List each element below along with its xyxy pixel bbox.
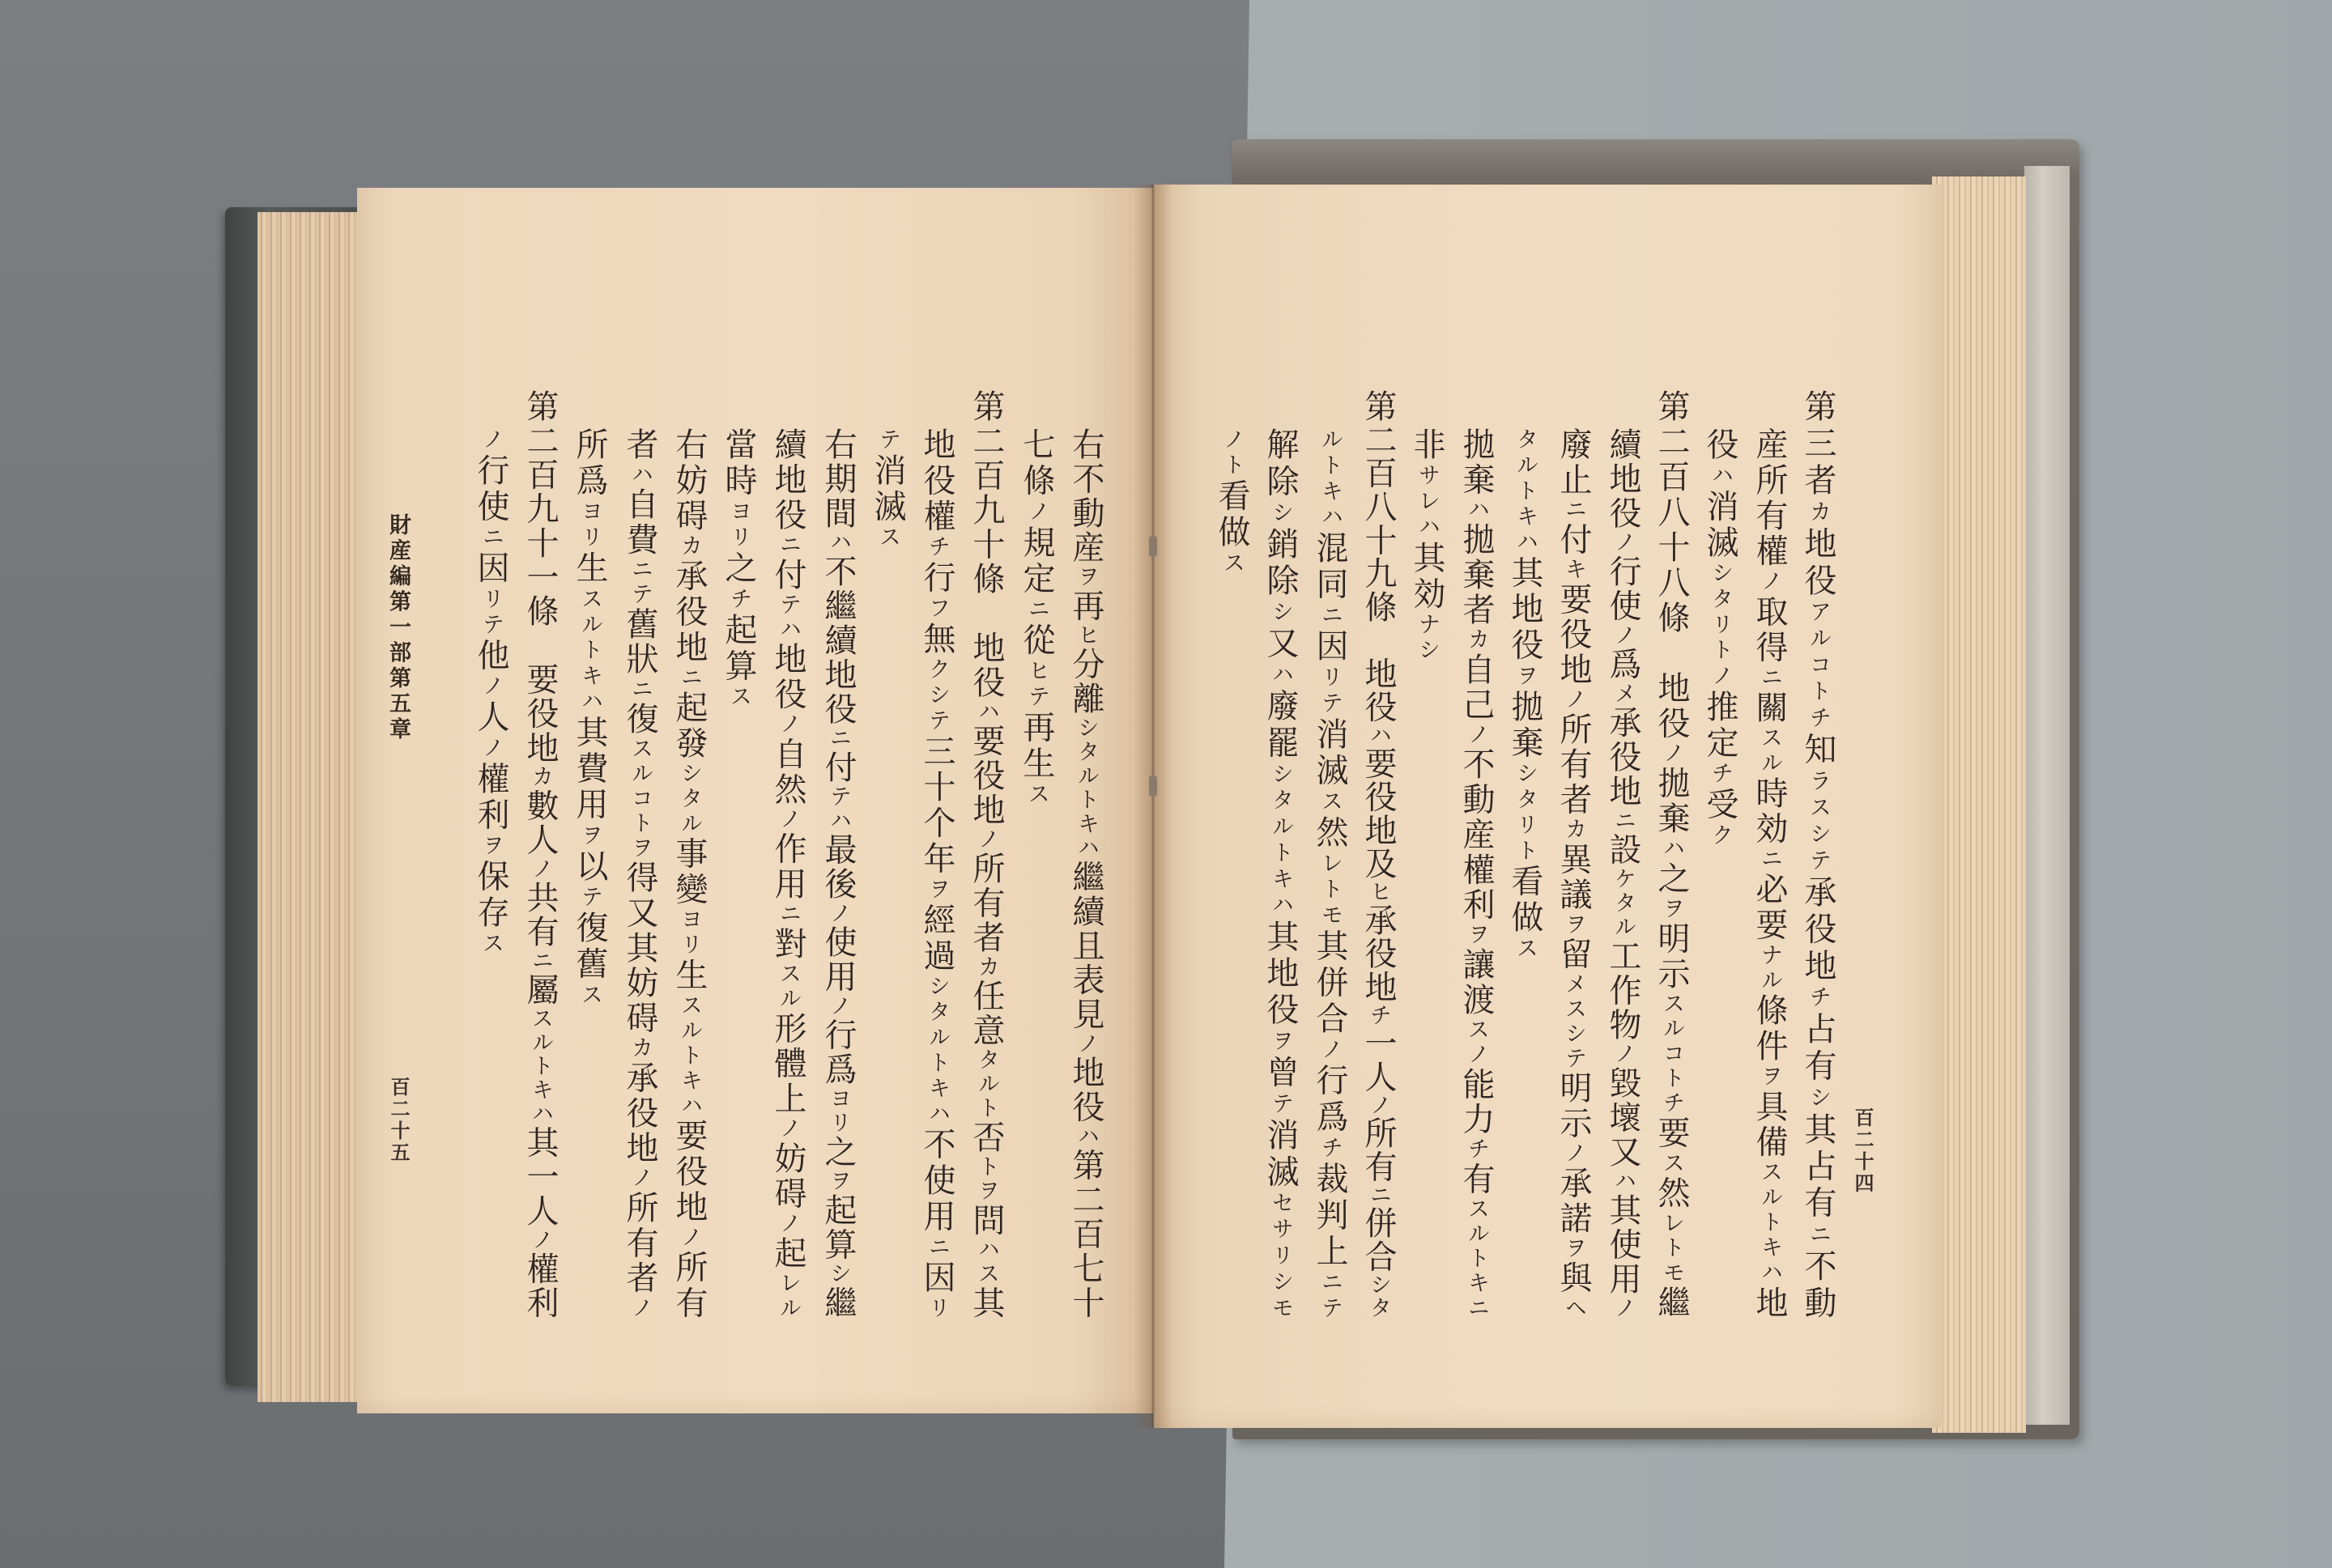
kana-glyph: ル (776, 1295, 801, 1319)
kana-glyph: ヨ (577, 499, 602, 525)
kana-glyph: ニ (776, 533, 801, 558)
kana-glyph: ト (1659, 1235, 1684, 1261)
kana-glyph: ノ (776, 1211, 801, 1236)
kana-glyph: コ (628, 786, 653, 811)
kana-glyph: ヲ (1464, 922, 1489, 948)
kana-glyph: ニ (528, 949, 553, 973)
kana-glyph: テ (479, 612, 504, 639)
kana-glyph: ハ (925, 1102, 950, 1128)
kana-glyph: シ (826, 1261, 851, 1286)
text-column: 解除シ銷除シ又ハ廢罷シタルトキハ其地役ヲ曾テ消滅セサリシモ (1262, 427, 1299, 1319)
kana-glyph: テ (1024, 684, 1049, 711)
kana-glyph: ナ (1757, 942, 1782, 968)
kana-glyph: ル (528, 1030, 553, 1055)
kana-glyph: キ (1561, 557, 1586, 583)
kana-glyph: ス (1757, 725, 1782, 751)
kana-glyph: ノ (1464, 722, 1489, 748)
kana-glyph: ノ (479, 674, 504, 700)
kana-glyph: キ (1074, 811, 1099, 836)
text-column: 者ハ自費ニテ舊狀ニ復スルコトヲ得又其妨碍カ承役地ノ所有者ノ (621, 427, 658, 1319)
kana-glyph: シ (677, 761, 702, 787)
kana-glyph: ス (1464, 1196, 1489, 1222)
kana-glyph: ハ (677, 1093, 702, 1119)
kana-glyph: カ (528, 764, 553, 789)
kana-glyph: ヲ (925, 877, 950, 903)
kana-glyph: レ (776, 1271, 801, 1296)
kana-glyph: メ (1561, 971, 1586, 997)
kana-glyph: ノ (1074, 1031, 1099, 1056)
kana-glyph: ス (1219, 550, 1245, 577)
kana-glyph: キ (1757, 1235, 1782, 1261)
kana-glyph: ス (628, 737, 653, 762)
kana-glyph: ト (1806, 679, 1831, 706)
kana-glyph: チ (925, 534, 950, 561)
kana-glyph: タ (1611, 890, 1636, 916)
kana-glyph: シ (925, 974, 950, 1001)
kana-glyph: シ (1268, 762, 1293, 788)
kana-glyph: キ (528, 1077, 553, 1103)
kana-glyph: レ (1659, 1211, 1684, 1236)
kana-glyph: テ (1268, 1091, 1293, 1119)
kana-glyph: ト (1513, 478, 1538, 505)
kana-glyph: ノ (1317, 1037, 1343, 1064)
kana-glyph: ヒ (1366, 880, 1391, 903)
kana-glyph: シ (1708, 561, 1733, 587)
kana-glyph: ノ (628, 1295, 653, 1319)
kana-glyph: シ (1415, 638, 1440, 665)
kana-glyph: ス (726, 684, 751, 711)
left-page (357, 188, 1153, 1413)
kana-glyph: ニ (1464, 1295, 1489, 1319)
kana-glyph: チ (1708, 761, 1733, 788)
text-column: 右期間ハ不繼續地役ニ付テハ最後ノ使用ノ行爲ヨリ之ヲ起算シ繼 (819, 427, 857, 1319)
kana-glyph: ヲ (1268, 1029, 1293, 1056)
kana-glyph: ノ (776, 806, 801, 832)
gutter-shadow (1134, 185, 1172, 1428)
text-column: 續地役ニ付テハ地役ノ自然ノ作用ニ對スル形體上ノ妨碍ノ起レル (769, 427, 806, 1319)
kana-glyph: ヲ (1561, 911, 1586, 937)
text-column: 非サレハ其効ナシ (1408, 427, 1445, 665)
kana-glyph: タ (925, 1000, 950, 1026)
kana-glyph: ハ (776, 617, 801, 643)
kana-glyph: カ (974, 954, 999, 979)
kana-glyph: ノ (826, 993, 851, 1018)
kana-glyph: タ (1366, 1295, 1391, 1319)
kana-glyph: ハ (974, 1237, 999, 1262)
kana-glyph: コ (1659, 1041, 1684, 1067)
kana-glyph: ヲ (1561, 1235, 1586, 1261)
kana-glyph: タ (1708, 586, 1733, 613)
kana-glyph: ル (1268, 814, 1293, 841)
kana-glyph: コ (1806, 652, 1831, 680)
text-column: 七條ノ規定ニ從ヒテ再生ス (1018, 427, 1055, 809)
kana-glyph: ノ (1611, 1042, 1636, 1066)
kana-glyph: リ (1513, 813, 1538, 839)
kana-glyph: ノ (528, 856, 553, 881)
text-column: 第三者カ地役アルコトチ知ラスシテ承役地チ占有シ其占有ニ不動 (1799, 389, 1836, 1319)
kana-glyph: ヘ (1561, 1295, 1586, 1319)
kana-glyph: シ (1268, 500, 1293, 527)
kana-glyph: ノ (628, 1166, 653, 1191)
kana-glyph: シ (925, 682, 950, 709)
kana-glyph: ヨ (826, 1086, 851, 1111)
kana-glyph: ハ (1366, 723, 1391, 747)
kana-glyph: ト (628, 810, 653, 836)
kana-glyph: ニ (1757, 665, 1782, 691)
kana-glyph: テ (577, 885, 602, 911)
right-page-block-edges (1932, 176, 2026, 1433)
kana-glyph: ニ (1561, 497, 1586, 523)
kana-glyph: リ (726, 525, 751, 551)
kana-glyph: ト (1757, 1210, 1782, 1236)
kana-glyph: チ (726, 586, 751, 613)
kana-glyph: ノ (479, 736, 504, 762)
kana-glyph: キ (577, 664, 602, 690)
kana-glyph: キ (1513, 504, 1538, 530)
kana-glyph: ト (974, 1154, 999, 1179)
kana-glyph: ノ (1611, 530, 1636, 555)
kana-glyph: ヲ (1513, 664, 1538, 690)
kana-glyph: ヲ (1074, 564, 1099, 589)
kana-glyph: ニ (1366, 1183, 1391, 1206)
kana-glyph: ノ (1366, 1093, 1391, 1116)
kana-glyph: ナ (1415, 612, 1440, 639)
text-column: 右不動産ヲ再ヒ分離シタルトキハ繼續且表見ノ地役ハ第二百七十 (1067, 427, 1104, 1319)
kana-glyph: キ (677, 1068, 702, 1094)
kana-glyph: ル (1757, 1185, 1782, 1211)
kana-glyph: リ (925, 1296, 950, 1319)
kana-glyph: フ (925, 596, 950, 622)
kana-glyph: ヒ (1024, 658, 1049, 685)
kana-glyph: ニ (628, 557, 653, 583)
kana-glyph: ス (1659, 992, 1684, 1017)
kana-glyph: ヲ (479, 833, 504, 860)
kana-glyph: ル (677, 811, 702, 837)
kana-glyph: ト (1317, 877, 1343, 903)
kana-glyph: ル (1659, 1016, 1684, 1042)
kana-glyph: リ (479, 586, 504, 613)
kana-glyph: シ (1366, 1273, 1391, 1296)
left-page-block-edges (257, 212, 361, 1402)
kana-glyph: ニ (776, 902, 801, 927)
kana-glyph: ヲ (577, 822, 602, 849)
kana-glyph: テ (875, 427, 900, 453)
text-column: 役ハ消滅シタリトノ推定チ受ク (1701, 427, 1738, 849)
kana-glyph: タ (1074, 739, 1099, 764)
kana-glyph: リ (1317, 665, 1343, 691)
kana-glyph: ノ (1561, 1141, 1586, 1166)
kana-glyph: サ (1415, 463, 1440, 490)
text-column: ルトキハ混同ニ因リテ消滅ス然レトモ其併合ノ行爲チ裁判上ニテ (1311, 427, 1348, 1319)
kana-glyph: ケ (1611, 866, 1636, 891)
text-column: 拋棄ハ拋棄者カ自己ノ不動産權利ヲ讓渡スノ能力チ有スルトキニ (1458, 427, 1495, 1319)
text-column: テ消滅ス (869, 427, 906, 551)
kana-glyph: テ (826, 784, 851, 809)
kana-glyph: ヲ (826, 1169, 851, 1193)
article-heading-column: 第二百九十一條 要役地カ數人ノ共有ニ屬スルトキハ其一人ノ權利 (521, 389, 559, 1319)
kana-glyph: シ (1513, 761, 1538, 788)
kana-glyph: ト (1708, 638, 1733, 665)
kana-glyph: ル (1757, 967, 1782, 993)
kana-glyph: ニ (1757, 847, 1782, 873)
kana-glyph: カ (1806, 499, 1831, 527)
kana-glyph: ノ (1561, 687, 1586, 712)
kana-glyph: ニ (1024, 597, 1049, 623)
kana-glyph: シ (1561, 1021, 1586, 1047)
text-column: 續地役ノ行使ノ爲メ承役地ニ設ケタル工作物ノ毀壞又ハ其使用ノ (1604, 427, 1641, 1319)
right-cover-inner-edge (2024, 166, 2070, 1425)
binding-thread (1149, 536, 1157, 557)
kana-glyph: ヒ (1074, 623, 1099, 648)
kana-glyph: ス (528, 1006, 553, 1030)
kana-glyph: リ (826, 1111, 851, 1135)
kana-glyph: ト (925, 1051, 950, 1077)
kana-glyph: テ (1806, 848, 1831, 875)
kana-glyph: モ (1659, 1260, 1684, 1286)
kana-glyph: テ (776, 592, 801, 618)
kana-glyph: ハ (826, 808, 851, 833)
kana-glyph: ス (577, 982, 602, 1009)
kana-glyph: タ (1268, 788, 1293, 815)
kana-glyph: ト (1074, 788, 1099, 812)
kana-glyph: ス (875, 525, 900, 551)
kana-glyph: ノ (677, 1225, 702, 1251)
kana-glyph: ス (1659, 1150, 1684, 1176)
kana-glyph: ル (776, 986, 801, 1012)
kana-glyph: チ (1806, 705, 1831, 733)
kana-glyph: ス (677, 992, 702, 1018)
text-column: 右妨碍カ承役地ニ起發シタル事變ヨリ生スルトキハ要役地ノ所有 (670, 427, 708, 1319)
kana-glyph: カ (628, 1035, 653, 1061)
kana-glyph: ヲ (628, 835, 653, 860)
kana-glyph: タ (1513, 427, 1538, 453)
kana-glyph: ハ (1074, 1124, 1099, 1149)
kana-glyph: ヨ (677, 907, 702, 933)
kana-glyph: ニ (479, 525, 504, 551)
kana-glyph: ス (1757, 1160, 1782, 1186)
kana-glyph: ヨ (726, 499, 751, 525)
text-column: タルトキハ其地役ヲ拋棄シタリト看做ス (1506, 427, 1543, 962)
kana-glyph: ア (1806, 600, 1831, 627)
kana-glyph: チ (1317, 1135, 1343, 1162)
kana-glyph: ハ (1513, 529, 1538, 556)
kana-glyph: ハ (1464, 497, 1489, 523)
article-heading-column: 第二百八十九條 地役ハ要役地及ヒ承役地チ一人ノ所有ニ併合シタ (1360, 389, 1397, 1319)
kana-glyph: ノ (1219, 427, 1245, 453)
kana-glyph: ハ (1415, 514, 1440, 541)
kana-glyph: ク (1708, 822, 1733, 849)
kana-glyph: ヲ (1659, 896, 1684, 922)
kana-glyph: シ (1806, 822, 1831, 849)
kana-glyph: ル (1317, 427, 1343, 453)
kana-glyph: ノ (479, 427, 504, 453)
text-column: 廢止ニ付キ要役地ノ所有者カ異議ヲ留メスシテ明示ノ承諾ヲ與ヘ (1555, 427, 1592, 1319)
kana-glyph: ハ (628, 462, 653, 487)
kana-glyph: タ (677, 786, 702, 812)
kana-glyph: ル (925, 1025, 950, 1052)
kana-glyph: チ (1366, 1003, 1391, 1026)
kana-glyph: ル (628, 761, 653, 787)
kana-glyph: ハ (1611, 1169, 1636, 1193)
kana-glyph: メ (1611, 681, 1636, 706)
kana-glyph: ハ (1317, 504, 1343, 531)
kana-glyph: ノ (1659, 741, 1684, 767)
kana-glyph: ル (1464, 1222, 1489, 1247)
kana-glyph: ハ (577, 689, 602, 716)
kana-glyph: サ (1268, 1217, 1293, 1244)
kana-glyph: ス (776, 962, 801, 987)
kana-glyph: ハ (1708, 463, 1733, 490)
kana-glyph: テ (1317, 691, 1343, 717)
kana-glyph: キ (925, 1076, 950, 1103)
kana-glyph: テ (925, 708, 950, 734)
kana-glyph: タ (1513, 787, 1538, 814)
kana-glyph: タ (974, 1047, 999, 1073)
kana-glyph: キ (1268, 866, 1293, 894)
kana-glyph: ニ (1317, 603, 1343, 630)
text-column: ノ行使ニ因リテ他ノ人ノ權利ヲ保存ス (472, 427, 509, 958)
kana-glyph: モ (1317, 903, 1343, 929)
kana-glyph: ル (1513, 453, 1538, 479)
article-heading-column: 第二百九十條 地役ハ要役地ノ所有者カ任意タルト否トヲ問ハス其 (968, 389, 1005, 1319)
kana-glyph: ノ (1708, 664, 1733, 690)
kana-glyph: ヲ (974, 1179, 999, 1204)
text-column: 當時ヨリ之チ起算ス (720, 427, 757, 711)
kana-glyph: ス (1024, 782, 1049, 809)
kana-glyph: テ (628, 582, 653, 607)
kana-glyph: ト (1268, 840, 1293, 867)
kana-glyph: テ (1317, 1295, 1343, 1319)
kana-glyph: ノ (1757, 569, 1782, 595)
kana-glyph: ル (1806, 626, 1831, 653)
kana-glyph: リ (677, 933, 702, 958)
kana-glyph: ト (528, 1054, 553, 1078)
kana-glyph: ニ (925, 1234, 950, 1260)
kana-glyph: ノ (1024, 499, 1049, 525)
kana-glyph: ハ (974, 699, 999, 725)
kana-glyph: ノ (1464, 1042, 1489, 1068)
running-header: 財産編第一部第五章 (385, 513, 411, 743)
kana-glyph: カ (1561, 817, 1586, 843)
kana-glyph: ト (677, 1043, 702, 1069)
kana-glyph: セ (1268, 1191, 1293, 1217)
kana-glyph: ハ (1074, 835, 1099, 860)
kana-glyph: ト (1317, 453, 1343, 479)
kana-glyph: ス (479, 931, 504, 958)
kana-glyph: ル (1074, 763, 1099, 788)
kana-glyph: ニ (1806, 1222, 1831, 1249)
kana-glyph: シ (1268, 1269, 1293, 1296)
kana-glyph: レ (1317, 851, 1343, 877)
kana-glyph: ニ (628, 677, 653, 702)
kana-glyph: ハ (1268, 893, 1293, 920)
right-page (1153, 185, 1941, 1428)
kana-glyph: リ (1708, 612, 1733, 639)
kana-glyph: ル (1611, 915, 1636, 939)
kana-glyph: ス (1561, 996, 1586, 1022)
kana-glyph: テ (1561, 1046, 1586, 1072)
kana-glyph: ノ (776, 1116, 801, 1141)
kana-glyph: ス (1513, 936, 1538, 962)
kana-glyph: カ (677, 533, 702, 559)
kana-glyph: ル (677, 1018, 702, 1043)
kana-glyph: ト (1464, 1246, 1489, 1272)
kana-glyph: ト (577, 638, 602, 665)
kana-glyph: ル (1757, 750, 1782, 776)
kana-glyph: ニ (1317, 1270, 1343, 1296)
kana-glyph: ラ (1806, 769, 1831, 796)
kana-glyph: レ (1415, 489, 1440, 515)
kana-glyph: ル (577, 612, 602, 639)
kana-glyph: ノ (974, 826, 999, 852)
binding-thread (1149, 776, 1157, 797)
kana-glyph: ハ (1757, 1260, 1782, 1286)
kana-glyph: ノ (826, 901, 851, 926)
page-number: 百二十四 (1851, 1107, 1875, 1195)
kana-glyph: ノ (1611, 1296, 1636, 1319)
kana-glyph: シ (1268, 600, 1293, 627)
kana-glyph: ト (1219, 453, 1245, 479)
kana-glyph: リ (577, 525, 602, 551)
kana-glyph: ハ (826, 530, 851, 555)
kana-glyph: シ (1806, 1085, 1831, 1112)
text-column: ノト看做ス (1213, 427, 1250, 577)
text-column: 産所有權ノ取得ニ關スル時効ニ必要ナル條件ヲ具備スルトキハ地 (1751, 427, 1788, 1319)
kana-glyph: チ (1464, 1137, 1489, 1162)
kana-glyph: キ (1464, 1271, 1489, 1296)
kana-glyph: ス (1317, 789, 1343, 815)
text-column: 所爲ヨリ生スルトキハ其費用ヲ以テ復舊ス (571, 427, 608, 1009)
kana-glyph: ノ (776, 712, 801, 737)
kana-glyph: ハ (1268, 662, 1293, 689)
kana-glyph: ト (1513, 838, 1538, 865)
kana-glyph: ノ (1611, 623, 1636, 648)
kana-glyph: ハ (528, 1102, 553, 1126)
kana-glyph: ク (925, 657, 950, 683)
page-number: 百二十五 (387, 1077, 411, 1164)
kana-glyph: ニ (826, 726, 851, 750)
kana-glyph: ニ (677, 665, 702, 691)
kana-glyph: モ (1268, 1295, 1293, 1319)
kana-glyph: ス (974, 1261, 999, 1286)
kana-glyph: ニ (1611, 808, 1636, 833)
kana-glyph: ス (577, 586, 602, 613)
text-column: 地役權チ行フ無クシテ三十个年ヲ經過シタルトキハ不使用ニ因リ (918, 427, 955, 1319)
kana-glyph: チ (1659, 1090, 1684, 1116)
kana-glyph: ト (974, 1096, 999, 1120)
kana-glyph: キ (1317, 478, 1343, 505)
kana-glyph: ル (974, 1072, 999, 1097)
kana-glyph: ヲ (1757, 1064, 1782, 1090)
kana-glyph: ト (1659, 1066, 1684, 1091)
kana-glyph: ハ (1659, 836, 1684, 861)
article-heading-column: 第二百八十八條 地役ノ拋棄ハ之ヲ明示スルコトチ要ス然レトモ繼 (1653, 389, 1690, 1319)
kana-glyph: ス (1806, 795, 1831, 822)
kana-glyph: カ (1464, 627, 1489, 652)
kana-glyph: ス (1464, 1018, 1489, 1043)
kana-glyph: リ (1268, 1243, 1293, 1270)
kana-glyph: チ (1806, 985, 1831, 1012)
kana-glyph: シ (1074, 716, 1099, 740)
kana-glyph: ノ (528, 1227, 553, 1252)
